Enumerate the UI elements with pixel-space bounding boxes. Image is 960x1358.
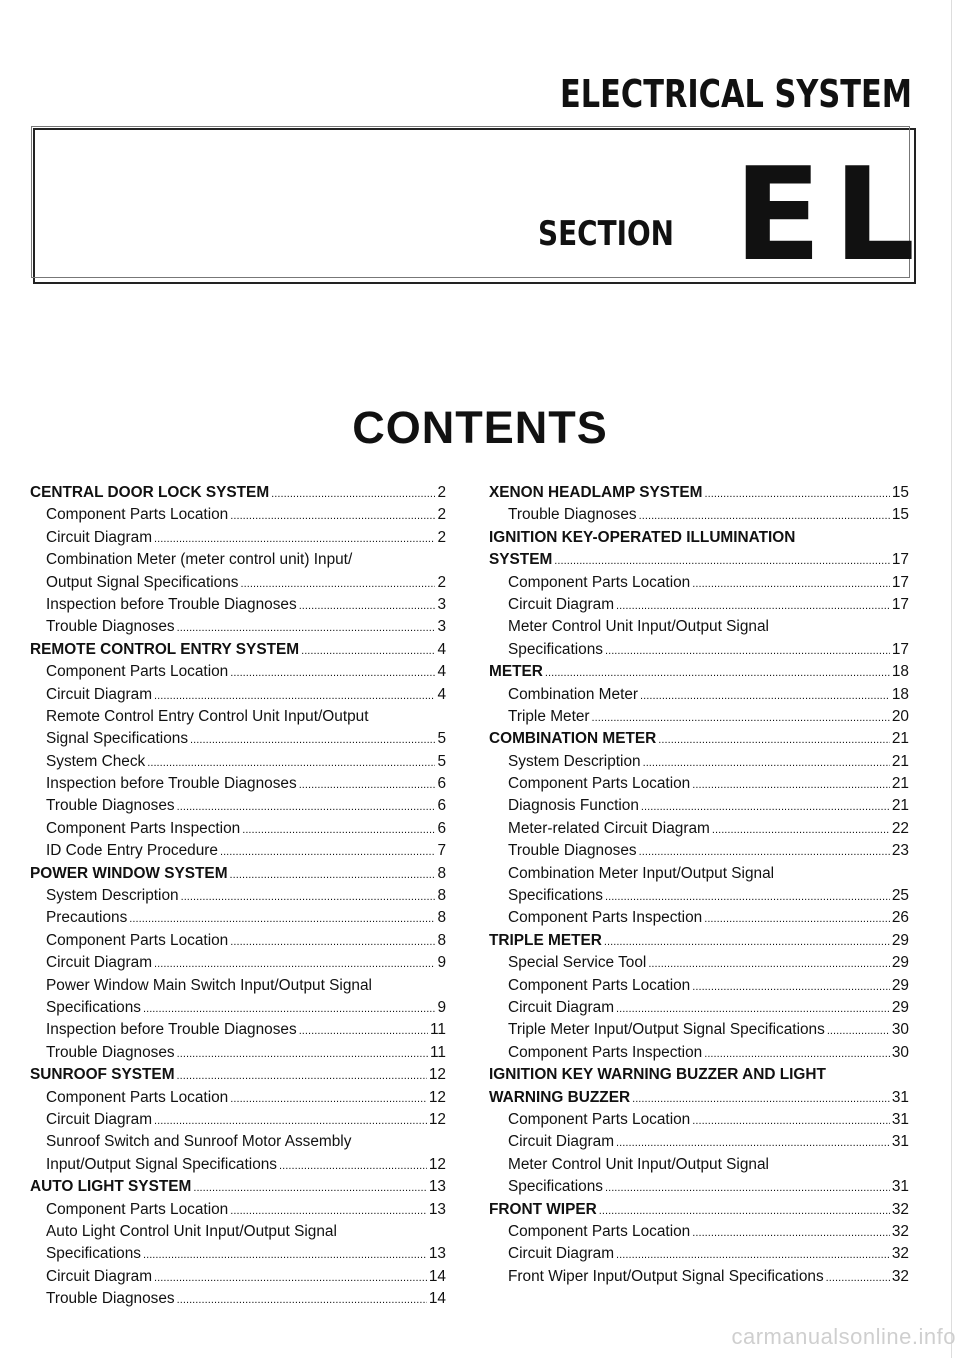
dot-leader: [658, 728, 890, 751]
toc-entry-title: Inspection before Trouble Diagnoses: [46, 595, 297, 613]
toc-entry-title: Circuit Diagram: [46, 1110, 153, 1128]
toc-page-number: 8: [437, 931, 446, 949]
toc-entry[interactable]: [30, 594, 446, 616]
dot-leader: [639, 504, 890, 527]
toc-entry[interactable]: [489, 975, 909, 997]
toc-page-number: 8: [437, 864, 446, 882]
dot-leader: [154, 684, 435, 707]
toc-entry[interactable]: [30, 952, 446, 974]
toc-entry[interactable]: [30, 795, 446, 817]
toc-entry-title: System Description: [46, 887, 179, 905]
toc-section-entry[interactable]: [30, 1176, 446, 1198]
toc-entry[interactable]: [489, 907, 909, 929]
toc-entry[interactable]: [489, 885, 909, 907]
toc-page-number: 31: [891, 1088, 909, 1106]
toc-page-number: 29: [891, 931, 909, 949]
dot-leader: [616, 1243, 890, 1266]
toc-page-number: 12: [428, 1155, 446, 1173]
toc-entry[interactable]: [30, 706, 446, 728]
dot-leader: [299, 1019, 428, 1042]
toc-section-entry[interactable]: [489, 930, 909, 952]
dot-leader: [648, 952, 890, 975]
toc-entry-title: Circuit Diagram: [46, 1267, 153, 1285]
toc-page-number: 13: [428, 1245, 446, 1263]
section-label: SECTION: [538, 214, 675, 254]
toc-entry-title: Combination Meter: [508, 685, 639, 703]
toc-entry-title: Circuit Diagram: [508, 1133, 615, 1151]
toc-page-number: 22: [891, 819, 909, 837]
toc-page-number: 2: [437, 573, 446, 591]
toc-section-entry[interactable]: [489, 728, 909, 750]
toc-entry[interactable]: [30, 728, 446, 750]
toc-entry-title: Trouble Diagnoses: [46, 1043, 175, 1061]
dot-leader: [143, 1243, 427, 1266]
dot-leader: [177, 1288, 427, 1311]
toc-entry-title: Circuit Diagram: [508, 1245, 615, 1263]
dot-leader: [704, 907, 890, 930]
toc-entry-title: Trouble Diagnoses: [46, 797, 175, 815]
toc-entry-title: REMOTE CONTROL ENTRY SYSTEM: [30, 640, 300, 658]
toc-page-number: 31: [891, 1178, 909, 1196]
dot-leader: [177, 1064, 427, 1087]
dot-leader: [301, 639, 435, 662]
dot-leader: [177, 616, 436, 639]
toc-entry[interactable]: [489, 1131, 909, 1153]
toc-entry[interactable]: [30, 975, 446, 997]
toc-page-number: 9: [437, 954, 446, 972]
toc-section-entry[interactable]: [489, 661, 909, 683]
toc-entry-title: XENON HEADLAMP SYSTEM: [489, 484, 703, 501]
toc-entry-title: Component Parts Location: [46, 1200, 229, 1218]
toc-entry[interactable]: [30, 751, 446, 773]
toc-entry-title: Component Parts Location: [46, 663, 229, 681]
toc-entry[interactable]: [30, 997, 446, 1019]
dot-leader: [177, 1042, 428, 1065]
toc-entry-title: SYSTEM: [489, 551, 553, 569]
toc-entry-title: Specifications: [508, 887, 603, 905]
toc-entry-title: Specifications: [46, 1245, 141, 1263]
toc-entry[interactable]: [30, 1154, 446, 1176]
toc-entry[interactable]: [30, 1131, 446, 1153]
dot-leader: [704, 1042, 890, 1065]
toc-entry[interactable]: [489, 952, 909, 974]
dot-leader: [154, 1266, 427, 1289]
dot-leader: [640, 684, 890, 707]
toc-section-entry[interactable]: [30, 863, 446, 885]
toc-page-number: 32: [891, 1200, 909, 1218]
toc-entry[interactable]: [489, 818, 909, 840]
toc-entry[interactable]: [30, 1087, 446, 1109]
manual-title: [0, 72, 960, 116]
toc-page-number: 21: [891, 730, 909, 748]
toc-page-number: 11: [430, 1021, 446, 1039]
toc-entry[interactable]: [489, 751, 909, 773]
toc-page-number: 32: [891, 1222, 909, 1240]
toc-entry[interactable]: [30, 661, 446, 683]
toc-page-number: 32: [891, 1245, 909, 1263]
toc-page-number: 21: [891, 797, 909, 815]
toc-page-number: 14: [428, 1290, 446, 1308]
toc-section-entry[interactable]: [489, 1199, 909, 1221]
toc-entry-title: Specifications: [508, 1178, 603, 1196]
toc-entry-title: Trouble Diagnoses: [46, 1290, 175, 1308]
toc-section-entry[interactable]: [30, 482, 446, 504]
dot-leader: [692, 975, 890, 998]
dot-leader: [545, 661, 890, 684]
toc-entry-title: Circuit Diagram: [46, 528, 153, 546]
toc-entry[interactable]: [30, 572, 446, 594]
toc-entry-title: Trouble Diagnoses: [508, 842, 637, 860]
dot-leader: [599, 1199, 890, 1222]
toc-page-number: 3: [437, 595, 446, 613]
toc-entry[interactable]: [489, 1243, 909, 1265]
dot-leader: [241, 572, 436, 595]
dot-leader: [616, 1131, 890, 1154]
dot-leader: [181, 885, 436, 908]
toc-page-number: 6: [437, 797, 446, 815]
toc-page-number: 2: [437, 528, 446, 546]
toc-page-number: 30: [891, 1021, 909, 1039]
toc-page-number: 9: [437, 998, 446, 1016]
toc-entry-title: Specifications: [46, 998, 141, 1016]
toc-entry[interactable]: [489, 1266, 909, 1288]
dot-leader: [230, 930, 435, 953]
toc-entry-title: Sunroof Switch and Sunroof Motor Assembly: [46, 1133, 352, 1151]
toc-entry-title: Combination Meter Input/Output Signal: [508, 864, 775, 882]
dot-leader: [279, 1154, 427, 1177]
toc-entry[interactable]: [489, 795, 909, 817]
toc-entry[interactable]: [489, 1019, 909, 1041]
toc-entry-title: Circuit Diagram: [508, 595, 615, 613]
toc-section-entry[interactable]: [489, 549, 909, 571]
toc-entry-title: Special Service Tool: [508, 954, 647, 972]
toc-entry-title: Combination Meter (meter control unit) Input/: [46, 551, 353, 569]
toc-page-number: 12: [428, 1066, 446, 1084]
toc-page-number: 13: [428, 1200, 446, 1218]
toc-entry[interactable]: [489, 1221, 909, 1243]
toc-page-number: 18: [891, 685, 909, 703]
toc-entry-title: Component Parts Location: [46, 931, 229, 949]
dot-leader: [616, 594, 890, 617]
toc-entry[interactable]: [489, 863, 909, 885]
dot-leader: [692, 572, 890, 595]
dot-leader: [129, 907, 435, 930]
toc-entry[interactable]: [489, 1176, 909, 1198]
toc-entry[interactable]: [30, 930, 446, 952]
toc-page-number: 17: [891, 551, 909, 569]
dot-leader: [827, 1019, 890, 1042]
dot-leader: [242, 818, 435, 841]
dot-leader: [592, 706, 890, 729]
toc-entry-title: Power Window Main Switch Input/Output Signal: [46, 976, 372, 994]
toc-page-number: 18: [891, 663, 909, 681]
toc-entry-title: System Check: [46, 752, 146, 770]
toc-page-number: 8: [437, 909, 446, 927]
dot-leader: [632, 1087, 890, 1110]
dot-leader: [147, 751, 435, 774]
toc-page-number: 15: [891, 506, 909, 524]
toc-entry-title: Specifications: [508, 640, 603, 658]
dot-leader: [154, 1109, 427, 1132]
toc-entry-title: Triple Meter: [508, 707, 590, 725]
toc-entry[interactable]: [30, 907, 446, 929]
dot-leader: [154, 527, 435, 550]
toc-entry-title: Component Parts Inspection: [46, 819, 241, 837]
toc-entry[interactable]: [30, 1019, 446, 1041]
toc-entry[interactable]: [30, 1288, 446, 1310]
dot-leader: [605, 885, 890, 908]
toc-page-number: 12: [428, 1110, 446, 1128]
dot-leader: [230, 1087, 427, 1110]
watermark: carmanualsonline.info: [731, 1324, 956, 1349]
dot-leader: [230, 661, 435, 684]
toc-entry-title: IGNITION KEY WARNING BUZZER AND LIGHT: [489, 1066, 826, 1084]
toc-page-number: 31: [891, 1133, 909, 1151]
dot-leader: [220, 840, 435, 863]
dot-leader: [604, 930, 890, 953]
toc-page-number: 5: [437, 730, 446, 748]
dot-leader: [299, 773, 436, 796]
toc-entry[interactable]: [30, 1266, 446, 1288]
toc-entry-title: WARNING BUZZER: [489, 1088, 631, 1106]
toc-entry-title: TRIPLE METER: [489, 931, 602, 949]
dot-leader: [605, 1176, 890, 1199]
toc-entry[interactable]: [30, 1109, 446, 1131]
toc-entry-title: POWER WINDOW SYSTEM: [30, 864, 228, 882]
toc-section-entry[interactable]: [30, 1064, 446, 1086]
page-edge-rule: [951, 0, 952, 1358]
toc-page-number: 5: [437, 752, 446, 770]
toc-entry[interactable]: [30, 616, 446, 638]
toc-page-number: 4: [437, 663, 446, 681]
toc-entry-title: IGNITION KEY-OPERATED ILLUMINATION: [489, 528, 796, 546]
toc-entry[interactable]: [30, 684, 446, 706]
dot-leader: [692, 1109, 890, 1132]
toc-page-number: 31: [891, 1110, 909, 1128]
toc-entry-title: Component Parts Inspection: [508, 1043, 703, 1061]
dot-leader: [177, 795, 436, 818]
toc-entry-title: Circuit Diagram: [508, 998, 615, 1016]
toc-page-number: 4: [437, 685, 446, 703]
toc-entry[interactable]: [30, 1243, 446, 1265]
section-code: EL: [734, 141, 927, 290]
dot-leader: [826, 1266, 890, 1289]
toc-section-entry[interactable]: [489, 1064, 909, 1086]
contents-heading: CONTENTS: [352, 402, 608, 453]
toc-entry-title: Meter-related Circuit Diagram: [508, 819, 710, 837]
toc-page-number: 29: [891, 976, 909, 994]
toc-entry-title: Component Parts Location: [46, 506, 229, 524]
toc-entry-title: Component Parts Location: [508, 976, 691, 994]
toc-entry-title: Circuit Diagram: [46, 954, 153, 972]
toc-section-entry[interactable]: [30, 639, 446, 661]
toc-entry[interactable]: [489, 684, 909, 706]
toc-entry[interactable]: [489, 639, 909, 661]
toc-entry-title: Triple Meter Input/Output Signal Specifications: [508, 1021, 825, 1039]
toc-entry-title: Trouble Diagnoses: [46, 618, 175, 636]
dot-leader: [641, 795, 890, 818]
toc-entry[interactable]: [30, 1042, 446, 1064]
toc-section-entry[interactable]: [489, 1087, 909, 1109]
toc-entry-title: Circuit Diagram: [46, 685, 153, 703]
toc-entry-title: Component Parts Inspection: [508, 909, 703, 927]
toc-entry-title: Component Parts Location: [46, 1088, 229, 1106]
toc-entry-title: Auto Light Control Unit Input/Output Signal: [46, 1222, 337, 1240]
toc-entry-title: Remote Control Entry Control Unit Input/Output: [46, 707, 369, 725]
toc-entry-title: COMBINATION METER: [489, 730, 657, 748]
toc-entry-title: Inspection before Trouble Diagnoses: [46, 775, 297, 793]
toc-page-number: 4: [437, 640, 446, 658]
dot-leader: [705, 482, 890, 505]
toc-entry[interactable]: [489, 504, 909, 526]
toc-entry[interactable]: [30, 818, 446, 840]
toc-page-number: 17: [891, 573, 909, 591]
dot-leader: [692, 773, 890, 796]
toc-entry-title: Diagnosis Function: [508, 797, 639, 815]
toc-page-number: 25: [891, 887, 909, 905]
toc-page-number: 29: [891, 954, 909, 972]
toc-entry-title: Front Wiper Input/Output Signal Specifications: [508, 1267, 824, 1285]
toc-entry-title: METER: [489, 663, 543, 681]
toc-page-number: 21: [891, 775, 909, 793]
dot-leader: [271, 482, 435, 505]
toc-entry-title: Component Parts Location: [508, 1222, 691, 1240]
dot-leader: [605, 639, 890, 662]
toc-page-number: 13: [428, 1178, 446, 1196]
toc-page-number: 26: [891, 909, 909, 927]
toc-page-number: 11: [430, 1043, 446, 1061]
toc-entry[interactable]: [489, 773, 909, 795]
toc-section-entry[interactable]: [489, 527, 909, 549]
toc-page-number: 29: [891, 998, 909, 1016]
dot-leader: [193, 1176, 427, 1199]
toc-entry[interactable]: [30, 840, 446, 862]
toc-entry-title: Component Parts Location: [508, 573, 691, 591]
toc-page-number: 30: [891, 1043, 909, 1061]
toc-entry-title: Trouble Diagnoses: [508, 506, 637, 524]
toc-entry[interactable]: [489, 572, 909, 594]
toc-entry[interactable]: [30, 527, 446, 549]
toc-entry-title: SUNROOF SYSTEM: [30, 1066, 175, 1084]
toc-page-number: 2: [437, 484, 446, 501]
toc-section-entry[interactable]: [489, 482, 909, 504]
toc-entry[interactable]: [30, 549, 446, 571]
toc-entry-title: Output Signal Specifications: [46, 573, 239, 591]
toc-page-number: 3: [437, 618, 446, 636]
toc-entry-title: Component Parts Location: [508, 775, 691, 793]
toc-page-number: 12: [428, 1088, 446, 1106]
dot-leader: [712, 818, 890, 841]
toc-page-number: 15: [891, 484, 909, 501]
toc-entry[interactable]: [30, 1199, 446, 1221]
toc-entry[interactable]: [30, 773, 446, 795]
toc-entry-title: Signal Specifications: [46, 730, 189, 748]
toc-page-number: 8: [437, 887, 446, 905]
toc-entry-title: AUTO LIGHT SYSTEM: [30, 1178, 192, 1196]
toc-page-number: 2: [437, 506, 446, 524]
toc-entry[interactable]: [30, 1221, 446, 1243]
dot-leader: [230, 504, 435, 527]
toc-entry-title: Meter Control Unit Input/Output Signal: [508, 618, 769, 636]
toc-entry[interactable]: [489, 1109, 909, 1131]
toc-entry-title: Input/Output Signal Specifications: [46, 1155, 278, 1173]
dot-leader: [230, 1199, 427, 1222]
dot-leader: [692, 1221, 890, 1244]
toc-page-number: 6: [437, 775, 446, 793]
toc-entry[interactable]: [489, 706, 909, 728]
toc-entry-title: Meter Control Unit Input/Output Signal: [508, 1155, 769, 1173]
dot-leader: [643, 751, 890, 774]
dot-leader: [299, 594, 436, 617]
toc-entry[interactable]: [30, 885, 446, 907]
toc-entry[interactable]: [30, 504, 446, 526]
toc-entry[interactable]: [489, 616, 909, 638]
manual-title-text: ELECTRICAL SYSTEM: [559, 72, 912, 116]
toc-entry[interactable]: [489, 997, 909, 1019]
toc-entry-title: Precautions: [46, 909, 128, 927]
dot-leader: [554, 549, 890, 572]
toc-entry[interactable]: [489, 840, 909, 862]
toc-entry-title: Component Parts Location: [508, 1110, 691, 1128]
toc-page-number: 17: [891, 595, 909, 613]
toc-entry[interactable]: [489, 594, 909, 616]
toc-left-column: [30, 482, 446, 1310]
toc-page-number: 21: [891, 752, 909, 770]
toc-entry-title: System Description: [508, 752, 641, 770]
toc-entry-title: FRONT WIPER: [489, 1200, 597, 1218]
toc-page-number: 32: [891, 1267, 909, 1285]
toc-page-number: 23: [891, 842, 909, 860]
dot-leader: [190, 728, 435, 751]
toc-entry-title: ID Code Entry Procedure: [46, 842, 218, 860]
toc-page-number: 6: [437, 819, 446, 837]
dot-leader: [143, 997, 435, 1020]
toc-right-column: [489, 482, 909, 1288]
dot-leader: [639, 840, 890, 863]
dot-leader: [616, 997, 890, 1020]
dot-leader: [230, 863, 436, 886]
toc-entry[interactable]: [489, 1042, 909, 1064]
toc-entry-title: CENTRAL DOOR LOCK SYSTEM: [30, 484, 270, 501]
toc-entry-title: Inspection before Trouble Diagnoses: [46, 1021, 297, 1039]
toc-entry[interactable]: [489, 1154, 909, 1176]
toc-page-number: 14: [428, 1267, 446, 1285]
dot-leader: [154, 952, 435, 975]
toc-page-number: 17: [891, 640, 909, 658]
toc-page-number: 20: [891, 707, 909, 725]
toc-page-number: 7: [437, 842, 446, 860]
